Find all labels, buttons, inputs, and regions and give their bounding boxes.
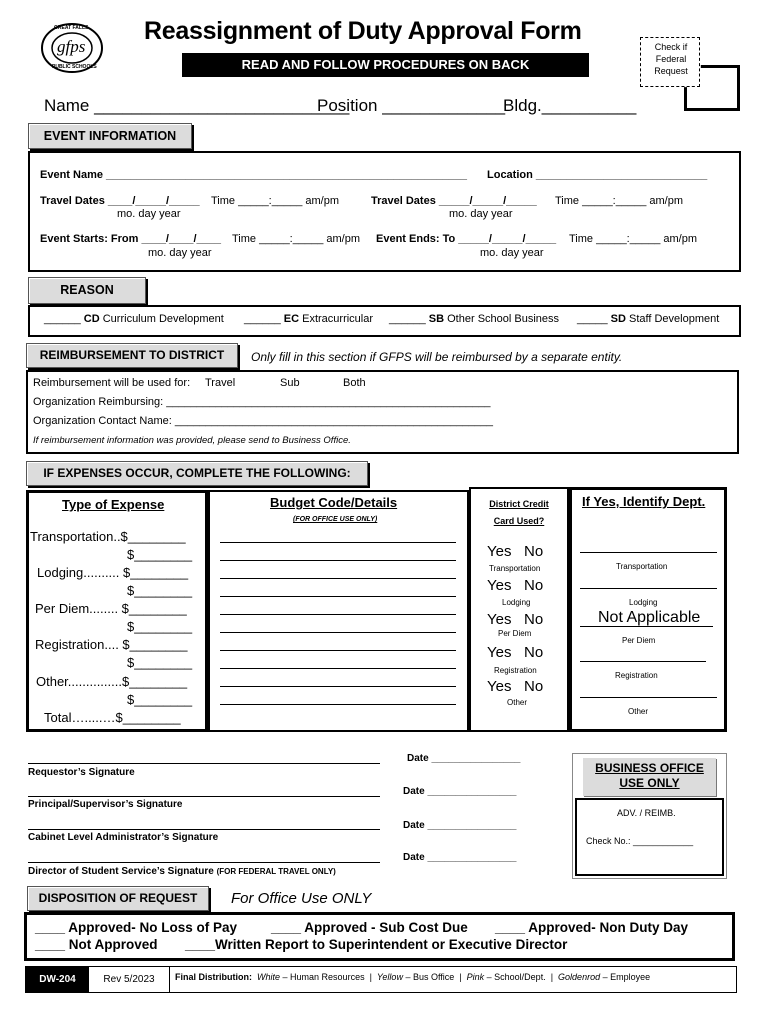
card-label-other: Other (507, 698, 528, 707)
disp-approved-no-loss[interactable]: ____ Approved- No Loss of Pay (35, 920, 238, 935)
card-no[interactable]: No (524, 543, 544, 560)
expense-row-total[interactable]: Total….....…$________ (44, 710, 181, 725)
card-no[interactable]: No (524, 577, 544, 594)
principal-signature-line[interactable] (28, 796, 380, 797)
budget-line[interactable] (220, 560, 456, 561)
reimbursement-note: Only fill in this section if GFPS will be reimbursed by a separate entity. (251, 350, 623, 364)
reason-ec-label: Extracurricular (302, 313, 374, 325)
card-no[interactable]: No (524, 678, 544, 695)
dist-pink-dest: – School/Dept. | (484, 972, 559, 982)
budget-line[interactable] (220, 578, 456, 579)
budget-line[interactable] (220, 596, 456, 597)
form-title: Reassignment of Duty Approval Form (144, 17, 582, 45)
reason-sd-label: Staff Development (629, 313, 720, 325)
disp-approved-sub-cost[interactable]: ____ Approved - Sub Cost Due (271, 920, 468, 935)
disp-approved-non-duty[interactable]: ____ Approved- Non Duty Day (495, 920, 689, 935)
budget-subheader: (FOR OFFICE USE ONLY) (293, 516, 378, 523)
card-yes-no-1[interactable] (487, 543, 543, 560)
form-number: DW-204 (26, 967, 89, 992)
reason-ec[interactable] (244, 313, 373, 325)
disp-not-approved[interactable]: ____ Not Approved (35, 937, 158, 952)
expense-row-transportation-2[interactable]: $________ (127, 547, 193, 562)
logo-center-text: gfps (57, 37, 86, 56)
reason-ec-blank: ______ (244, 313, 281, 325)
principal-date[interactable]: Date ________________ (403, 786, 517, 797)
card-yes-no-2[interactable] (487, 577, 543, 594)
event-starts-mdy: mo. day year (148, 247, 212, 259)
reason-header: REASON (28, 277, 146, 304)
reason-cd-blank: ______ (44, 313, 81, 325)
event-ends-mdy: mo. day year (480, 247, 544, 259)
name-field[interactable]: Name ___________________________ (44, 96, 350, 115)
reason-sb-label: Other School Business (447, 313, 560, 325)
dept-line-other[interactable] (580, 697, 717, 698)
budget-line[interactable] (220, 668, 456, 669)
card-header: District Credit Card Used? (489, 499, 549, 526)
event-ends-time[interactable]: Time _____:_____ am/pm (569, 233, 697, 245)
reason-sd[interactable] (577, 313, 719, 325)
requestor-date[interactable]: Date ________________ (407, 753, 521, 764)
dept-label-registration: Registration (615, 671, 658, 680)
type-header: Type of Expense (62, 497, 165, 512)
card-yes[interactable]: Yes (487, 678, 512, 695)
travel-dates-1[interactable] (40, 195, 200, 207)
travel-time-2[interactable]: Time _____:_____ am/pm (555, 195, 683, 207)
card-label-per-diem: Per Diem (498, 629, 532, 638)
reimb-used-for: Reimbursement will be used for: (33, 377, 191, 389)
expense-row-lodging-2[interactable]: $________ (127, 583, 193, 598)
card-yes[interactable]: Yes (487, 644, 512, 661)
dist-white-dest: – Human Resources | (280, 972, 377, 982)
dist-goldenrod: Goldenrod (558, 972, 601, 982)
card-yes[interactable]: Yes (487, 611, 512, 628)
adv-reimb-label: ADV. / REIMB. (617, 808, 676, 818)
cabinet-signature-line[interactable] (28, 829, 380, 830)
event-starts-time[interactable]: Time _____:_____ am/pm (232, 233, 360, 245)
director-date[interactable]: Date ________________ (403, 852, 517, 863)
bldg-field[interactable]: Bldg.__________ (503, 96, 637, 115)
event-name-field[interactable]: Event Name ___________________________________________________________ (40, 169, 467, 181)
reason-sb-blank: ______ (389, 313, 426, 325)
reimb-footnote: If reimbursement information was provided, please send to Business Office. (33, 435, 351, 446)
director-note: (FOR FEDERAL TRAVEL ONLY) (216, 867, 336, 876)
dist-pink: Pink (466, 972, 485, 982)
expense-row-other[interactable]: Other...............$________ (36, 674, 188, 689)
dept-line-registration[interactable] (580, 661, 706, 662)
card-label-lodging: Lodging (502, 598, 531, 607)
travel-mdy-1: mo. day year (117, 208, 181, 220)
reimb-opt-sub[interactable]: Sub (280, 377, 300, 389)
expense-row-lodging[interactable]: Lodging.......... $________ (37, 565, 189, 580)
expense-row-per-diem-2[interactable]: $________ (127, 619, 193, 634)
travel-dates-2-text: Travel Dates _____/_____/_____ (371, 195, 537, 207)
budget-line[interactable] (220, 686, 456, 687)
org-contact-field[interactable]: Organization Contact Name: ____________________________________________________ (33, 415, 493, 427)
expense-row-transportation[interactable]: Transportation..$________ (30, 529, 186, 544)
requestor-signature-line[interactable] (28, 763, 380, 764)
revision: Rev 5/2023 (89, 967, 170, 992)
logo-bottom-text: PUBLIC SCHOOLS (52, 64, 97, 70)
position-field[interactable]: Position _____________ (317, 96, 506, 115)
travel-time-1[interactable]: Time _____:_____ am/pm (211, 195, 339, 207)
dept-filled-value[interactable]: Not Applicable (598, 609, 701, 626)
director-signature-text: Director of Student Service’s Signature (28, 866, 214, 877)
card-label-transportation: Transportation (489, 564, 541, 573)
reason-cd[interactable] (44, 313, 224, 325)
dist-goldenrod-dest: – Employee (600, 972, 651, 982)
principal-signature-label: Principal/Supervisor’s Signature (28, 799, 183, 810)
expense-row-registration[interactable]: Registration.... $________ (35, 637, 188, 652)
org-reimbursing-field[interactable]: Organization Reimbursing: _____________________________________________________ (33, 396, 491, 408)
district-logo (40, 22, 104, 74)
federal-request-label: Check if Federal Request (654, 42, 688, 76)
expense-row-other-2[interactable]: $________ (127, 692, 193, 707)
cabinet-signature-label: Cabinet Level Administrator’s Signature (28, 832, 219, 843)
reason-cd-label: Curriculum Development (102, 313, 224, 325)
dept-label-transportation: Transportation (616, 562, 668, 571)
dept-line-per-diem[interactable] (580, 626, 713, 627)
card-no[interactable]: No (524, 644, 544, 661)
dept-line-transportation[interactable] (580, 552, 717, 553)
dept-label-per-diem: Per Diem (622, 636, 656, 645)
reimbursement-header: REIMBURSEMENT TO DISTRICT (26, 343, 238, 368)
event-starts-text: Event Starts: From ____/____/____ (40, 233, 221, 245)
budget-code-box (208, 490, 469, 732)
disposition-note: For Office Use ONLY (231, 890, 372, 907)
distribution (175, 972, 650, 982)
expenses-header: IF EXPENSES OCCUR, COMPLETE THE FOLLOWING: (26, 461, 368, 486)
travel-dates-2[interactable] (371, 195, 537, 207)
card-yes-no-4[interactable] (487, 644, 543, 661)
dist-yellow-dest: – Bus Office | (402, 972, 467, 982)
dept-label-lodging: Lodging (629, 598, 658, 607)
procedures-banner: READ AND FOLLOW PROCEDURES ON BACK (182, 53, 589, 77)
card-label-registration: Registration (494, 666, 537, 675)
budget-line[interactable] (220, 650, 456, 651)
cabinet-date[interactable]: Date ________________ (403, 820, 517, 831)
budget-line[interactable] (220, 542, 456, 543)
event-info-header: EVENT INFORMATION (28, 123, 192, 149)
check-no-field[interactable]: Check No.: ____________ (586, 836, 694, 846)
requestor-signature-label: Requestor’s Signature (28, 767, 135, 778)
card-yes[interactable]: Yes (487, 577, 512, 594)
reimb-opt-travel[interactable]: Travel (205, 377, 236, 389)
event-ends-text: Event Ends: To _____/_____/_____ (376, 233, 557, 245)
reason-cd-code: CD (83, 313, 100, 325)
dept-header: If Yes, Identify Dept. (582, 494, 706, 509)
event-starts[interactable] (40, 233, 221, 245)
dist-white: White (257, 972, 281, 982)
logo-top-text: GREAT FALLS (54, 25, 89, 31)
business-office-title: BUSINESS OFFICE USE ONLY (583, 758, 716, 796)
disp-written-report[interactable]: ____Written Report to Superintendent or Executive Director (185, 937, 568, 952)
travel-mdy-2: mo. day year (449, 208, 513, 220)
expense-row-registration-2[interactable]: $________ (127, 655, 193, 670)
card-yes-no-3[interactable] (487, 611, 543, 628)
reason-sb[interactable] (389, 313, 559, 325)
travel-dates-1-text: Travel Dates ____/_____/_____ (40, 195, 200, 207)
reason-sb-code: SB (428, 313, 445, 325)
dist-yellow: Yellow (376, 972, 403, 982)
director-signature-label (28, 866, 336, 877)
card-yes[interactable]: Yes (487, 543, 512, 560)
budget-line[interactable] (220, 704, 456, 705)
dept-label-other: Other (628, 707, 649, 716)
reason-sd-blank: _____ (577, 313, 608, 325)
budget-line[interactable] (220, 632, 456, 633)
disposition-header: DISPOSITION OF REQUEST (27, 886, 209, 911)
card-no[interactable]: No (524, 611, 544, 628)
reason-ec-code: EC (283, 313, 300, 325)
dept-line-lodging[interactable] (580, 588, 717, 589)
reason-sd-code: SD (610, 313, 626, 325)
distribution-label: Final Distribution: (175, 972, 252, 982)
reimb-opt-both[interactable]: Both (343, 377, 366, 389)
budget-line[interactable] (220, 614, 456, 615)
budget-header: Budget Code/Details (270, 495, 398, 510)
card-yes-no-5[interactable] (487, 678, 543, 695)
location-field[interactable]: Location ____________________________ (487, 169, 708, 181)
event-ends[interactable] (376, 233, 556, 245)
director-signature-line[interactable] (28, 862, 380, 863)
expense-row-per-diem[interactable]: Per Diem........ $________ (35, 601, 187, 616)
